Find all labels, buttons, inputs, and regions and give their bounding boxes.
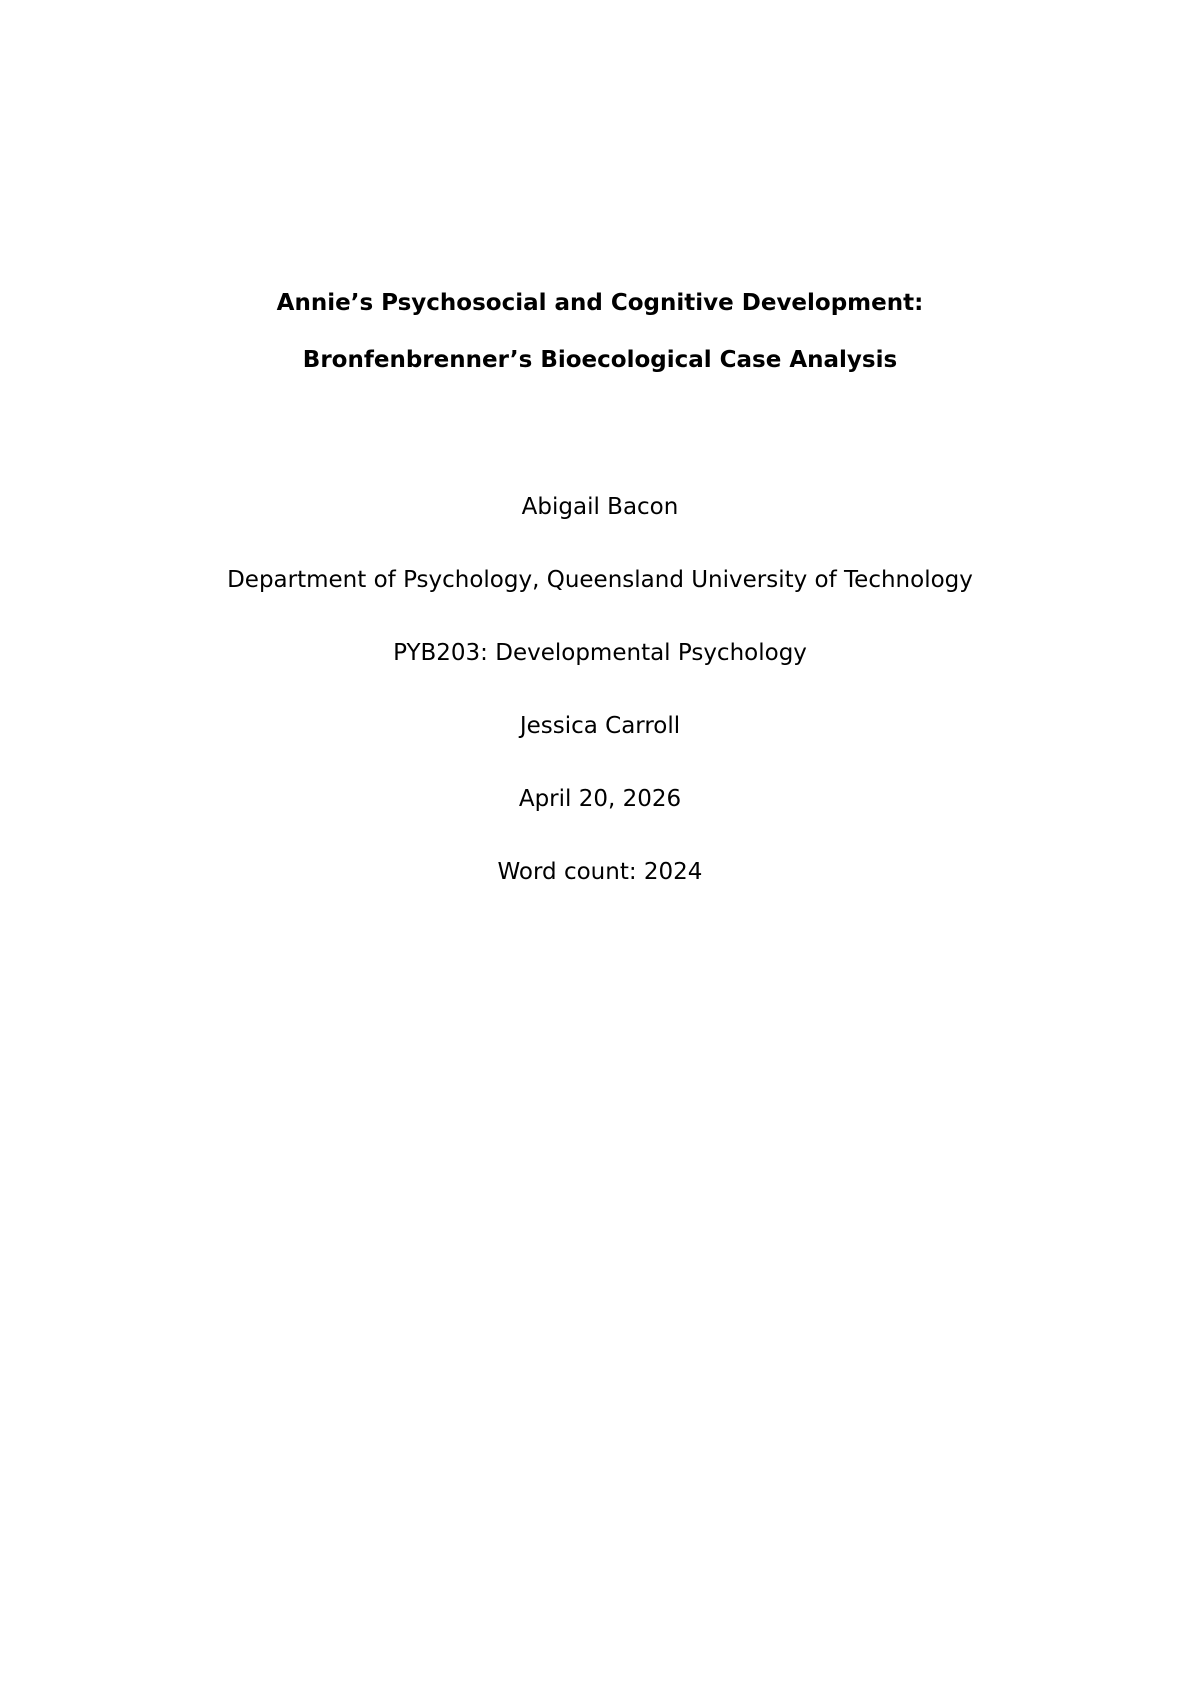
- instructor-name: Jessica Carroll: [519, 713, 681, 739]
- title-line-1: Annie’s Psychosocial and Cognitive Development:: [276, 290, 924, 316]
- affiliation: Department of Psychology, Queensland University of Technology: [227, 567, 973, 593]
- submission-date: April 20, 2026: [518, 786, 682, 812]
- author-name: Abigail Bacon: [521, 494, 679, 520]
- course-name: PYB203: Developmental Psychology: [393, 640, 807, 666]
- word-count: Word count: 2024: [497, 859, 703, 885]
- title-line-2: Bronfenbrenner’s Bioecological Case Analysis: [302, 347, 898, 373]
